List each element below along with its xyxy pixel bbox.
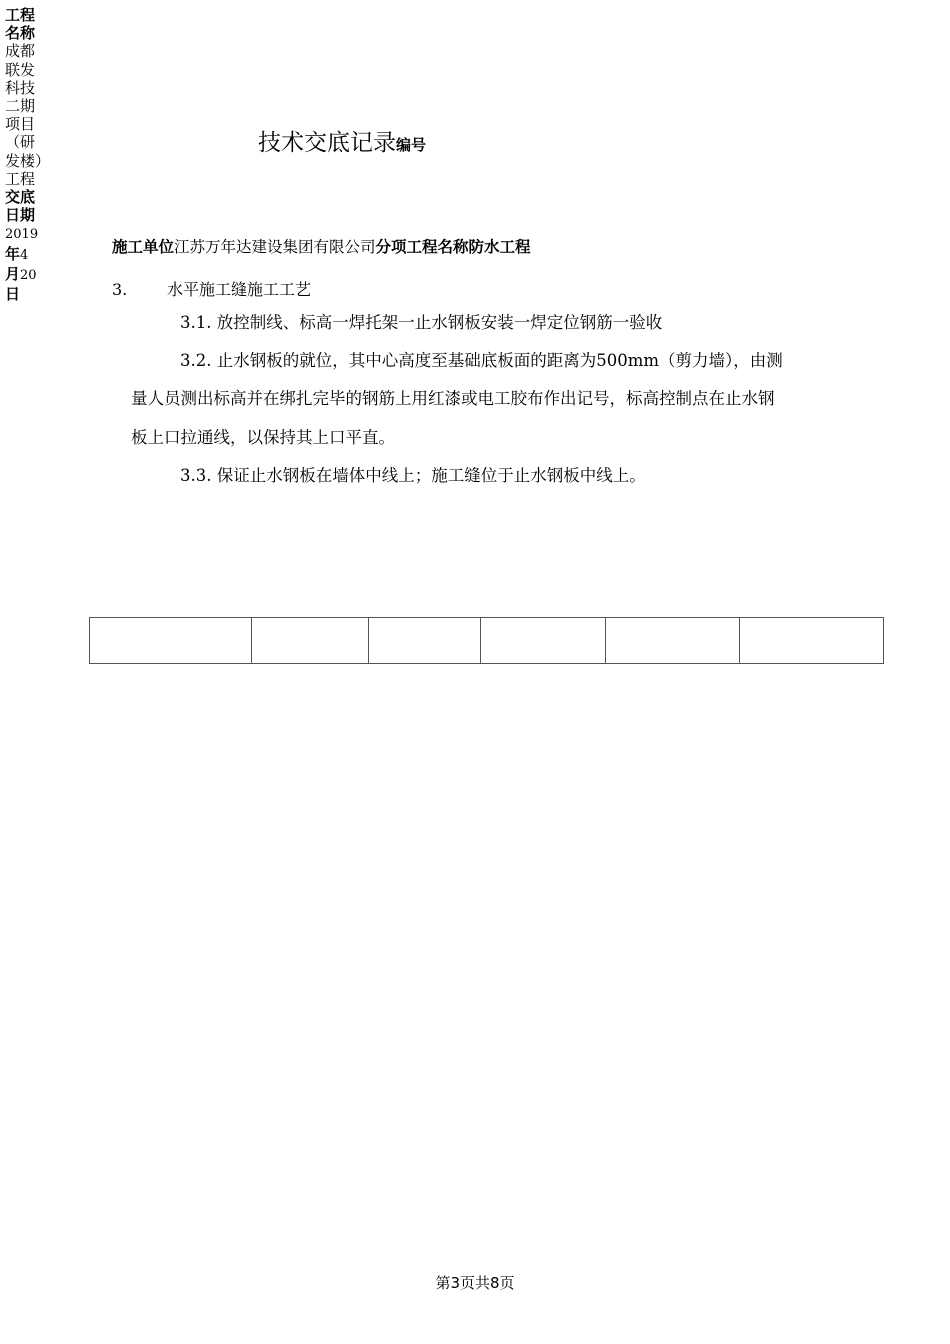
- paragraph-3-2-line-3: 板上口拉通线，以保持其上口平直。: [131, 428, 395, 447]
- section-heading: [112, 277, 311, 300]
- date-year: 2019: [5, 227, 39, 243]
- sidebar-project-info: [5, 6, 43, 303]
- paragraph-3-2-line-1: 3.2. 止水钢板的就位，其中心高度至基础底板面的距离为500mm（剪力墙），由测: [180, 351, 783, 370]
- table-cell: [90, 618, 252, 663]
- signature-table: [89, 617, 884, 664]
- date-month: 4: [20, 247, 29, 263]
- construction-unit-line: [112, 235, 531, 257]
- page-number-footer: 第3页共8页: [435, 1274, 515, 1292]
- construction-unit-value: 江苏万年达建设集团有限公司: [174, 238, 376, 256]
- paragraph-3-3: 3.3. 保证止水钢板在墙体中线上；施工缝位于止水钢板中线上。: [180, 466, 646, 485]
- project-name-value: 成都联发科技二期项目（研发楼）工程: [5, 42, 43, 188]
- section-title: 水平施工缝施工工艺: [167, 280, 312, 299]
- date-day-unit: 日: [5, 285, 21, 304]
- project-name-label: 工程名称: [5, 6, 36, 43]
- subproject-label: 分项工程名称: [375, 238, 469, 256]
- paragraph-3-1: 3.1. 放控制线、标高一焊托架一止水钢板安装一焊定位钢筋一验收: [180, 313, 663, 332]
- subproject-value: 防水工程: [468, 238, 531, 256]
- date-month-unit: 月: [5, 264, 21, 283]
- section-number: 3.: [112, 280, 128, 299]
- table-cell: [369, 618, 481, 663]
- paragraph-3-2-line-2: 量人员测出标高并在绑扎完毕的钢筋上用红漆或电工胶布作出记号，标高控制点在止水钢: [131, 389, 775, 408]
- table-cell: [606, 618, 740, 663]
- date-year-unit: 年: [5, 244, 21, 263]
- table-cell: [252, 618, 369, 663]
- construction-unit-label: 施工单位: [112, 238, 175, 256]
- document-title: [258, 124, 426, 157]
- table-cell: [740, 618, 883, 663]
- date-day: 20: [20, 267, 37, 283]
- title-text: 技术交底记录: [258, 130, 396, 156]
- table-cell: [481, 618, 606, 663]
- disclosure-date-label: 交底日期: [5, 188, 36, 225]
- number-label: 编号: [396, 136, 427, 154]
